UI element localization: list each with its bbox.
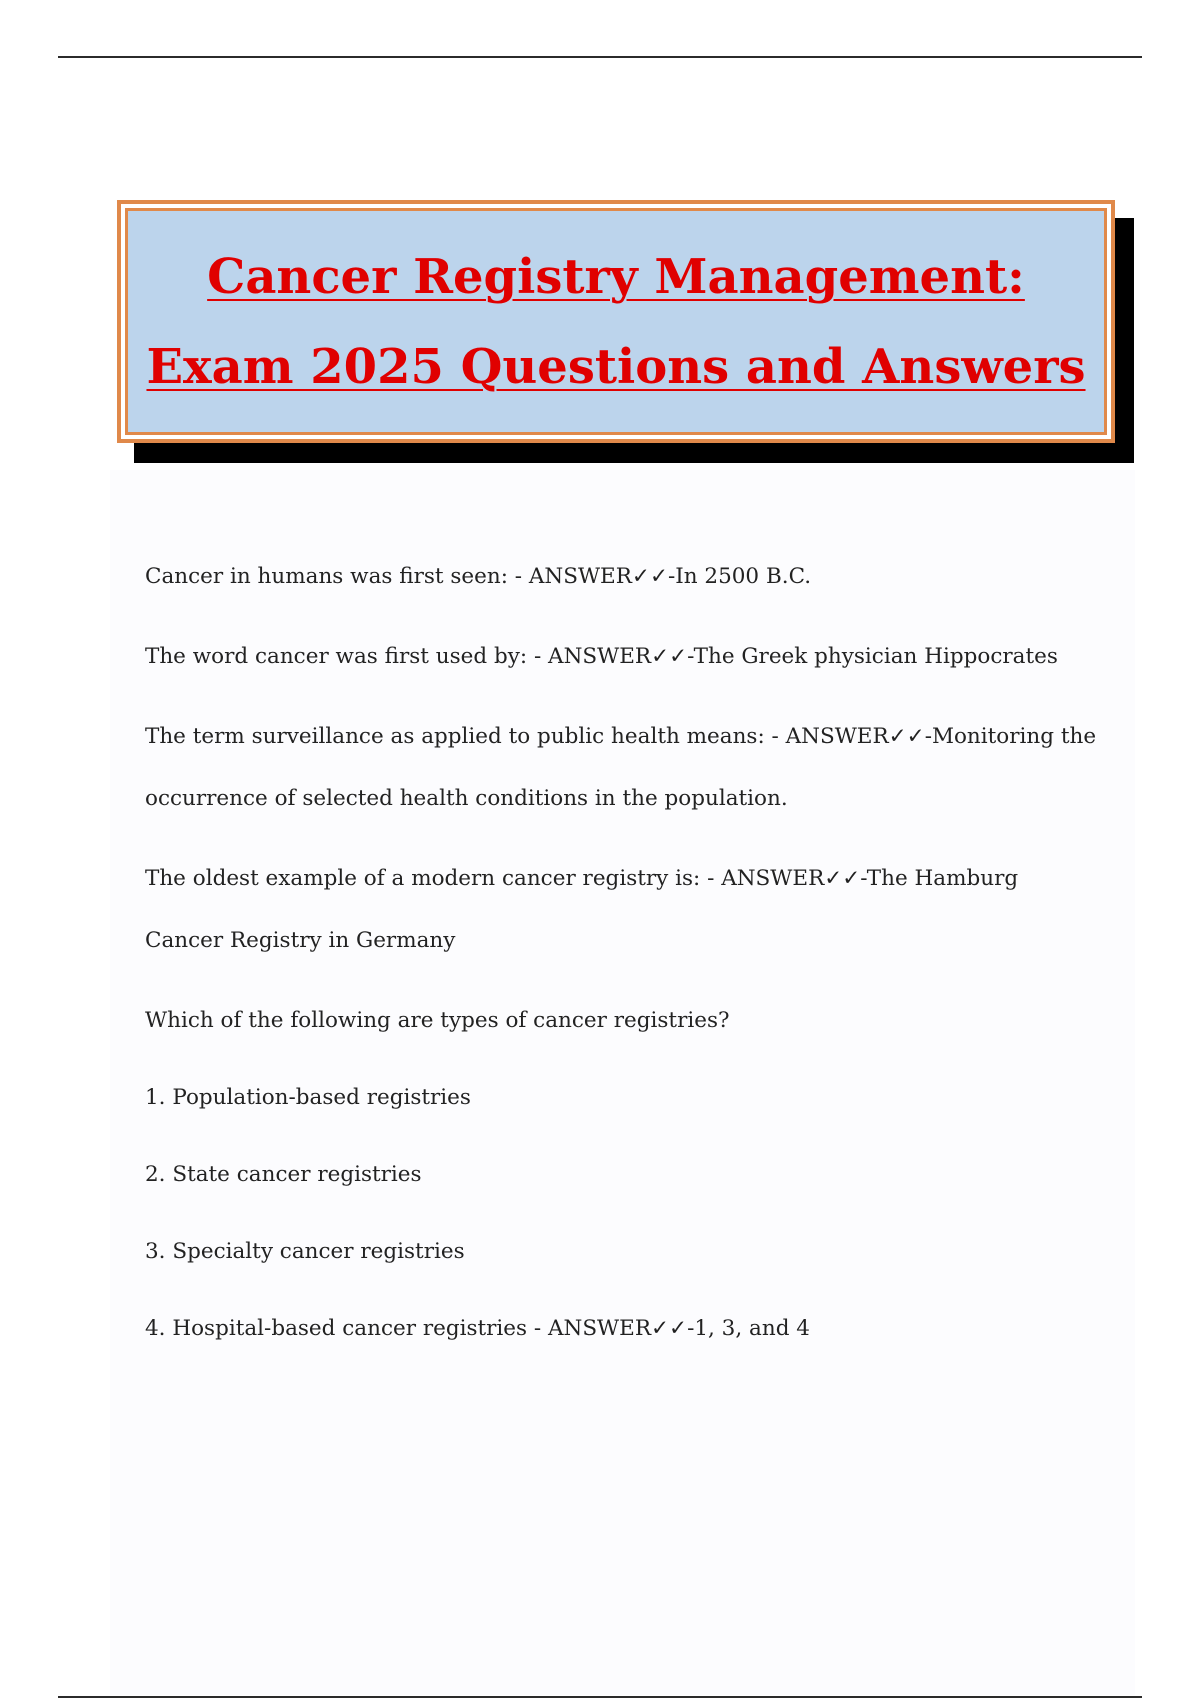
- header-rule: [58, 56, 1142, 58]
- title-banner: [117, 200, 1115, 443]
- footer-rule: [58, 1696, 1142, 1698]
- qa-item-5-option-1: 1. Population-based registries: [145, 1085, 471, 1110]
- qa-item-5-option-3: 3. Specialty cancer registries: [145, 1239, 465, 1264]
- qa-item-5-option-4-answer: 4. Hospital-based cancer registries - ANSWER✓✓-1, 3, and 4: [145, 1316, 810, 1341]
- qa-item-5-question: Which of the following are types of cancer registries?: [145, 1008, 730, 1033]
- title-banner-inner: [125, 208, 1107, 435]
- qa-item-2: The word cancer was first used by: - ANSWER✓✓-The Greek physician Hippocrates: [145, 644, 1058, 669]
- title-line-1: Cancer Registry Management:: [207, 248, 1025, 305]
- qa-item-4: The oldest example of a modern cancer registry is: - ANSWER✓✓-The Hamburg Cancer Registry in Germany: [145, 866, 1025, 953]
- title-line-2: Exam 2025 Questions and Answers: [146, 338, 1086, 395]
- qa-item-1: Cancer in humans was first seen: - ANSWER✓✓-In 2500 B.C.: [145, 564, 812, 589]
- qa-item-3: The term surveillance as applied to public health means: - ANSWER✓✓-Monitoring the occurrence of selected health conditions in the population.: [145, 724, 1103, 811]
- qa-item-5-option-2: 2. State cancer registries: [145, 1162, 422, 1187]
- qa-content: [145, 546, 1103, 1375]
